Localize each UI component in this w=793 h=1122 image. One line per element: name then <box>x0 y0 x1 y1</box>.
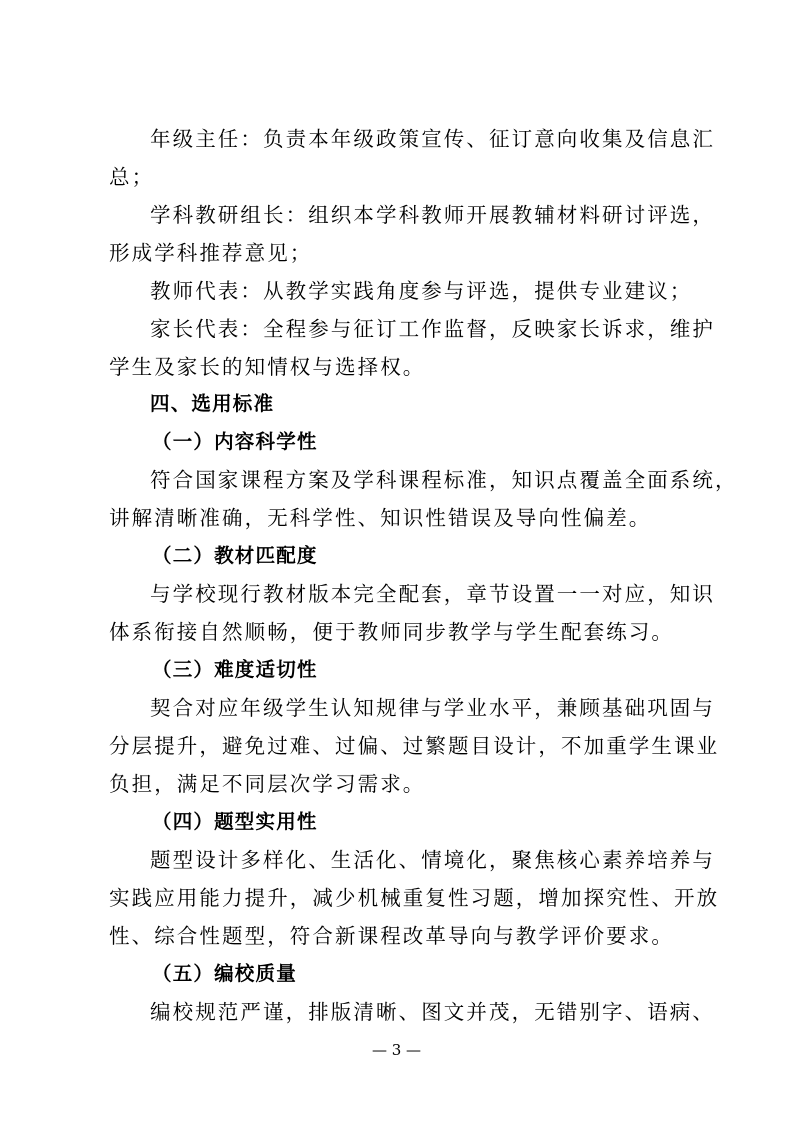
textbook-match-line1: 与学校现行教材版本完全配套，章节设置一一对应，知识 <box>150 582 715 606</box>
difficulty-line1: 契合对应年级学生认知规律与学业水平，兼顾基础巩固与 <box>150 696 715 720</box>
paragraph-teacher-rep: 教师代表：从教学实践角度参与评选，提供专业建议； <box>150 279 693 303</box>
paragraph-parent-rep-line2: 学生及家长的知情权与选择权。 <box>109 355 426 379</box>
subheading-question-types: （四）题型实用性 <box>152 810 318 833</box>
paragraph-grade-director-line1: 年级主任：负责本年级政策宣传、征订意向收集及信息汇 <box>150 127 715 151</box>
paragraph-subject-leader-line1: 学科教研组长：组织本学科教师开展教辅材料研讨评选， <box>150 203 715 227</box>
question-types-line2: 实践应用能力提升，减少机械重复性习题，增加探究性、开放 <box>109 886 720 910</box>
content-scientific-line2: 讲解清晰准确，无科学性、知识性错误及导向性偏差。 <box>109 506 652 530</box>
textbook-match-line2: 体系衔接自然顺畅，便于教师同步教学与学生配套练习。 <box>109 620 674 644</box>
section-heading-selection-criteria: 四、选用标准 <box>150 392 275 415</box>
subheading-content-scientific: （一）内容科学性 <box>152 430 318 453</box>
page-number: — 3 — <box>371 1041 422 1059</box>
editing-quality-line1: 编校规范严谨，排版清晰、图文并茂，无错别字、语病、 <box>150 1000 715 1024</box>
question-types-line1: 题型设计多样化、生活化、情境化，聚焦核心素养培养与 <box>150 848 715 872</box>
paragraph-grade-director-line2: 总； <box>109 165 155 189</box>
content-scientific-line1: 符合国家课程方案及学科课程标准，知识点覆盖全面系统， <box>150 468 738 492</box>
paragraph-subject-leader-line2: 形成学科推荐意见； <box>109 241 313 265</box>
subheading-editing-quality: （五）编校质量 <box>152 962 297 985</box>
paragraph-parent-rep-line1: 家长代表：全程参与征订工作监督，反映家长诉求，维护 <box>150 317 715 341</box>
question-types-line3: 性、综合性题型，符合新课程改革导向与教学评价要求。 <box>109 924 674 948</box>
subheading-textbook-match: （二）教材匹配度 <box>152 544 318 567</box>
difficulty-line2: 分层提升，避免过难、过偏、过繁题目设计，不加重学生课业 <box>109 734 720 758</box>
difficulty-line3: 负担，满足不同层次学习需求。 <box>109 772 426 796</box>
subheading-difficulty: （三）难度适切性 <box>152 658 318 681</box>
